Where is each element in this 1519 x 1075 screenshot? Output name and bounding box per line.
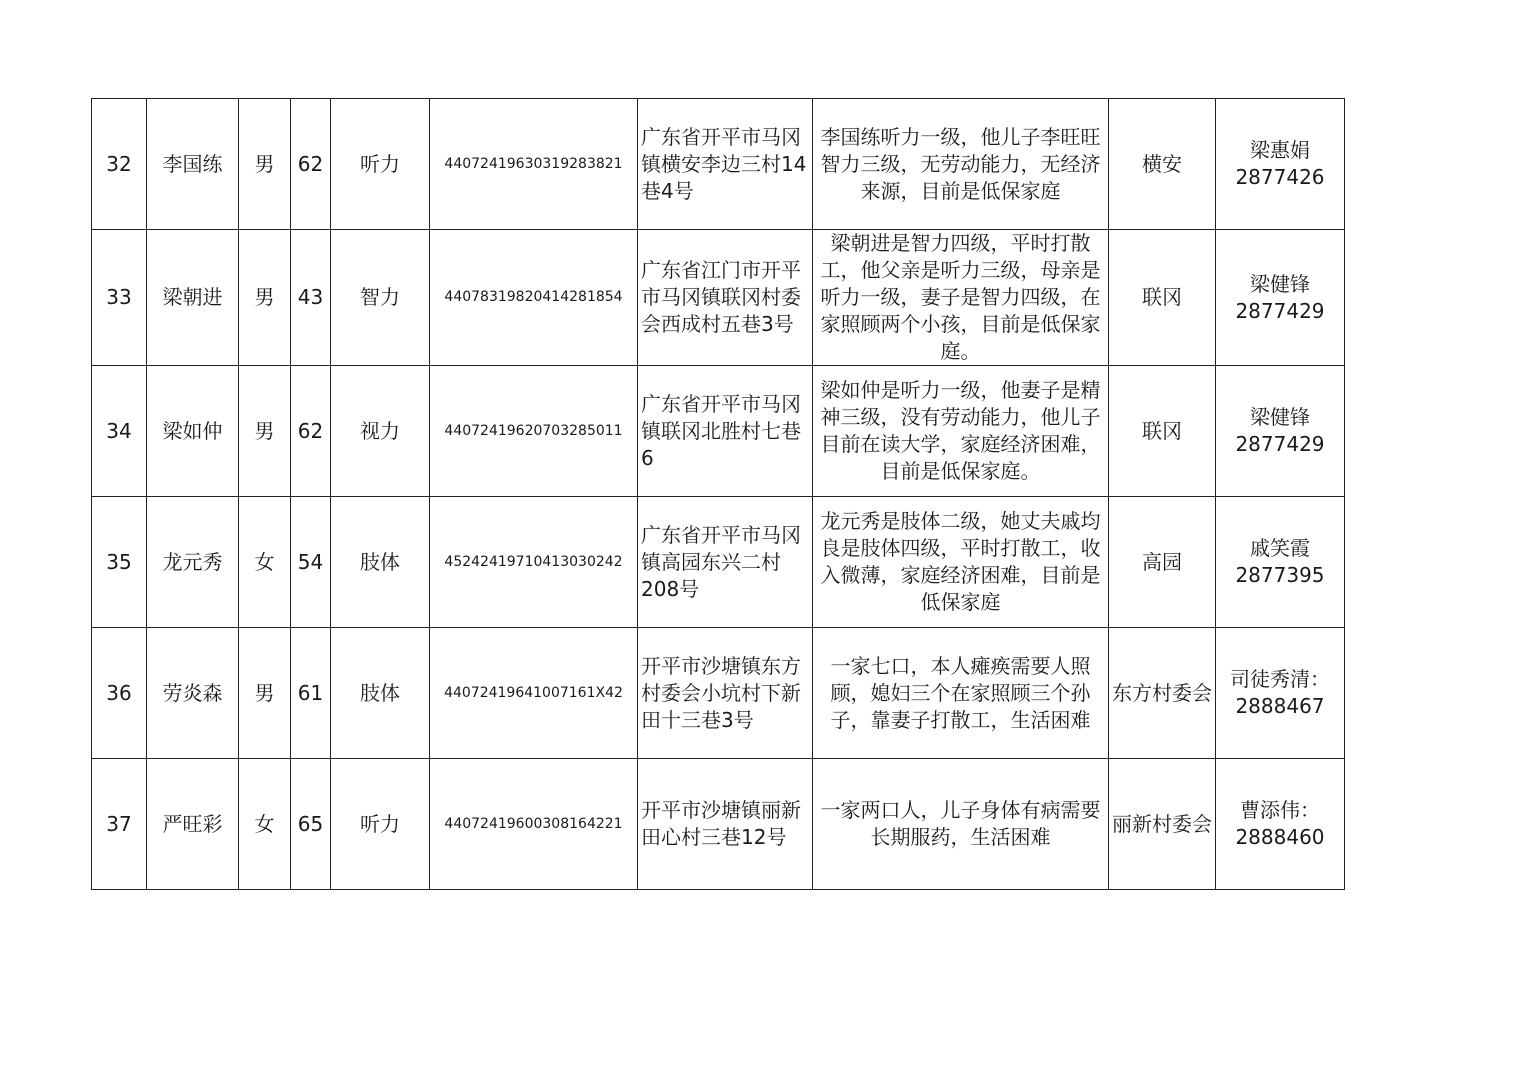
id-number-cell: 45242419710413030242 [430,497,638,628]
id-number-cell: 44072419641007161X42 [430,628,638,759]
id-number-cell: 44072419620703285011 [430,366,638,497]
contact-cell [1216,497,1345,628]
contact-cell [1216,230,1345,366]
gender-cell: 男 [239,99,291,230]
row-number-cell: 34 [92,366,147,497]
table-row [92,230,1345,366]
person-name-cell: 龙元秀 [147,497,239,628]
family-situation-cell: 梁朝进是智力四级，平时打散工，他父亲是听力三级，母亲是听力一级，妻子是智力四级，在家照顾两个小孩，目前是低保家庭。 [813,230,1109,366]
age-cell: 61 [291,628,331,759]
age-cell: 62 [291,99,331,230]
contact-name: 曹添伟： [1240,798,1320,822]
person-name-cell: 梁如仲 [147,366,239,497]
table-body [92,99,1345,890]
age-cell: 62 [291,366,331,497]
address-cell: 广东省开平市马冈镇高园东兴二村208号 [638,497,813,628]
table-row [92,628,1345,759]
id-number-cell: 44078319820414281854 [430,230,638,366]
village-cell: 丽新村委会 [1109,759,1216,890]
id-number-cell: 44072419630319283821 [430,99,638,230]
family-situation-cell: 李国练听力一级，他儿子李旺旺智力三级，无劳动能力，无经济来源，目前是低保家庭 [813,99,1109,230]
village-cell: 高园 [1109,497,1216,628]
address-cell: 广东省开平市马冈镇联冈北胜村七巷6 [638,366,813,497]
row-number-cell: 37 [92,759,147,890]
disability-type-cell: 视力 [331,366,430,497]
table-row [92,99,1345,230]
table-row [92,497,1345,628]
disability-type-cell: 智力 [331,230,430,366]
contact-phone: 2877429 [1235,298,1325,323]
family-situation-cell: 梁如仲是听力一级，他妻子是精神三级，没有劳动能力，他儿子目前在读大学，家庭经济困难，目前是低保家庭。 [813,366,1109,497]
address-cell: 广东省江门市开平市马冈镇联冈村委会西成村五巷3号 [638,230,813,366]
contact-cell [1216,628,1345,759]
contact-name: 梁惠娟 [1250,138,1310,162]
contact-phone: 2877395 [1235,563,1325,587]
village-cell: 联冈 [1109,230,1216,366]
disability-type-cell: 听力 [331,759,430,890]
contact-name: 司徒秀清： [1230,667,1330,691]
age-cell: 65 [291,759,331,890]
disability-type-cell: 肢体 [331,497,430,628]
contact-cell [1216,99,1345,230]
gender-cell: 男 [239,628,291,759]
gender-cell: 女 [239,497,291,628]
row-number-cell: 33 [92,230,147,366]
gender-cell: 男 [239,366,291,497]
contact-phone: 2888467 [1235,694,1325,718]
contact-name: 梁健锋 [1250,271,1310,296]
id-number-cell: 44072419600308164221 [430,759,638,890]
table-row [92,759,1345,890]
family-situation-cell: 龙元秀是肢体二级，她丈夫戚均良是肢体四级，平时打散工，收入微薄，家庭经济困难，目前是低保家庭 [813,497,1109,628]
person-name-cell: 李国练 [147,99,239,230]
person-name-cell: 梁朝进 [147,230,239,366]
family-situation-cell: 一家七口，本人瘫痪需要人照顾，媳妇三个在家照顾三个孙子，靠妻子打散工，生活困难 [813,628,1109,759]
row-number-cell: 36 [92,628,147,759]
gender-cell: 男 [239,230,291,366]
row-number-cell: 35 [92,497,147,628]
contact-cell [1216,759,1345,890]
contact-phone: 2888460 [1235,825,1325,849]
address-cell: 广东省开平市马冈镇横安李边三村14巷4号 [638,99,813,230]
village-cell: 横安 [1109,99,1216,230]
person-name-cell: 劳炎森 [147,628,239,759]
village-cell: 联冈 [1109,366,1216,497]
disability-type-cell: 肢体 [331,628,430,759]
contact-phone: 2877429 [1235,432,1325,456]
address-cell: 开平市沙塘镇东方村委会小坑村下新田十三巷3号 [638,628,813,759]
contact-name: 戚笑霞 [1250,536,1310,560]
family-situation-cell: 一家两口人，儿子身体有病需要长期服药，生活困难 [813,759,1109,890]
table-row [92,366,1345,497]
contact-phone: 2877426 [1235,165,1325,189]
contact-name: 梁健锋 [1250,405,1310,429]
row-number-cell: 32 [92,99,147,230]
contact-cell [1216,366,1345,497]
age-cell: 54 [291,497,331,628]
records-table [91,98,1345,890]
address-cell: 开平市沙塘镇丽新田心村三巷12号 [638,759,813,890]
disability-type-cell: 听力 [331,99,430,230]
village-cell: 东方村委会 [1109,628,1216,759]
age-cell: 43 [291,230,331,366]
person-name-cell: 严旺彩 [147,759,239,890]
gender-cell: 女 [239,759,291,890]
